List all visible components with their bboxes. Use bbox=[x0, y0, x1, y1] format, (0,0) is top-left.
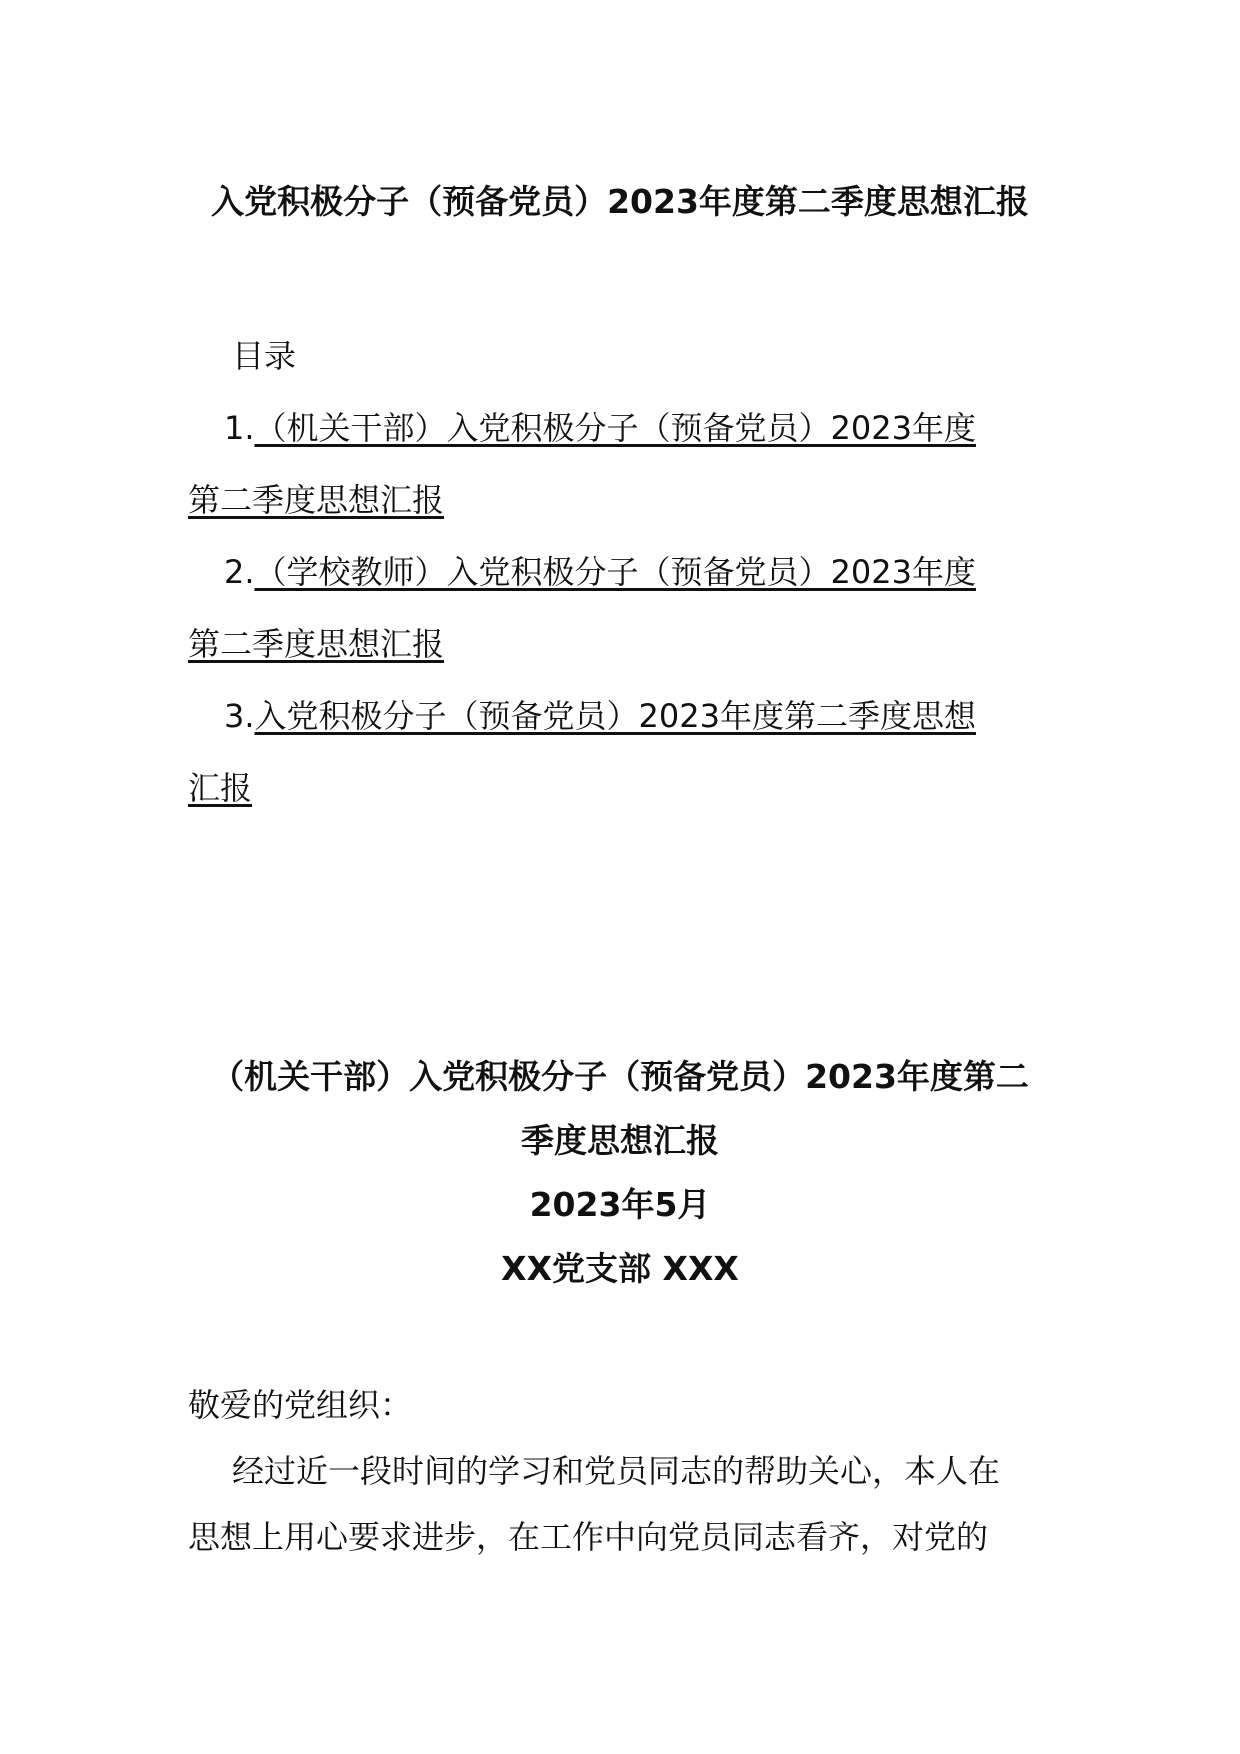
toc-item-2 bbox=[188, 536, 1078, 680]
article-body bbox=[188, 1372, 1068, 1570]
toc-item-3 bbox=[188, 680, 1078, 824]
article-author: XX党支部 XXX bbox=[501, 1249, 739, 1288]
toc-link-2[interactable]: （学校教师）入党积极分子（预备党员）2023年度 bbox=[254, 553, 976, 591]
table-of-contents bbox=[188, 320, 1078, 824]
toc-item-1 bbox=[188, 392, 1078, 536]
paragraph-line-1: 经过近一段时间的学习和党员同志的帮助关心，本人在 bbox=[232, 1452, 1001, 1490]
article-title-line-1: （机关干部）入党积极分子（预备党员）2023年度第二 bbox=[211, 1057, 1029, 1096]
article-header bbox=[0, 1045, 1240, 1301]
toc-link-1-continued[interactable]: 第二季度思想汇报 bbox=[188, 481, 445, 519]
document-title: 入党积极分子（预备党员）2023年度第二季度思想汇报 bbox=[211, 182, 1029, 221]
toc-item-number: 2. bbox=[224, 553, 255, 591]
toc-link-3-continued[interactable]: 汇报 bbox=[188, 769, 253, 807]
toc-heading: 目录 bbox=[232, 337, 297, 375]
article-title-line-2: 季度思想汇报 bbox=[521, 1121, 719, 1160]
toc-item-number: 1. bbox=[224, 409, 255, 447]
toc-link-2-continued[interactable]: 第二季度思想汇报 bbox=[188, 625, 445, 663]
article-date: 2023年5月 bbox=[529, 1185, 711, 1224]
paragraph-line-2: 思想上用心要求进步，在工作中向党员同志看齐，对党的 bbox=[188, 1518, 989, 1556]
salutation: 敬爱的党组织： bbox=[188, 1386, 413, 1424]
toc-link-1[interactable]: （机关干部）入党积极分子（预备党员）2023年度 bbox=[254, 409, 976, 447]
toc-link-3[interactable]: 入党积极分子（预备党员）2023年度第二季度思想 bbox=[254, 697, 976, 735]
toc-item-number: 3. bbox=[224, 697, 255, 735]
